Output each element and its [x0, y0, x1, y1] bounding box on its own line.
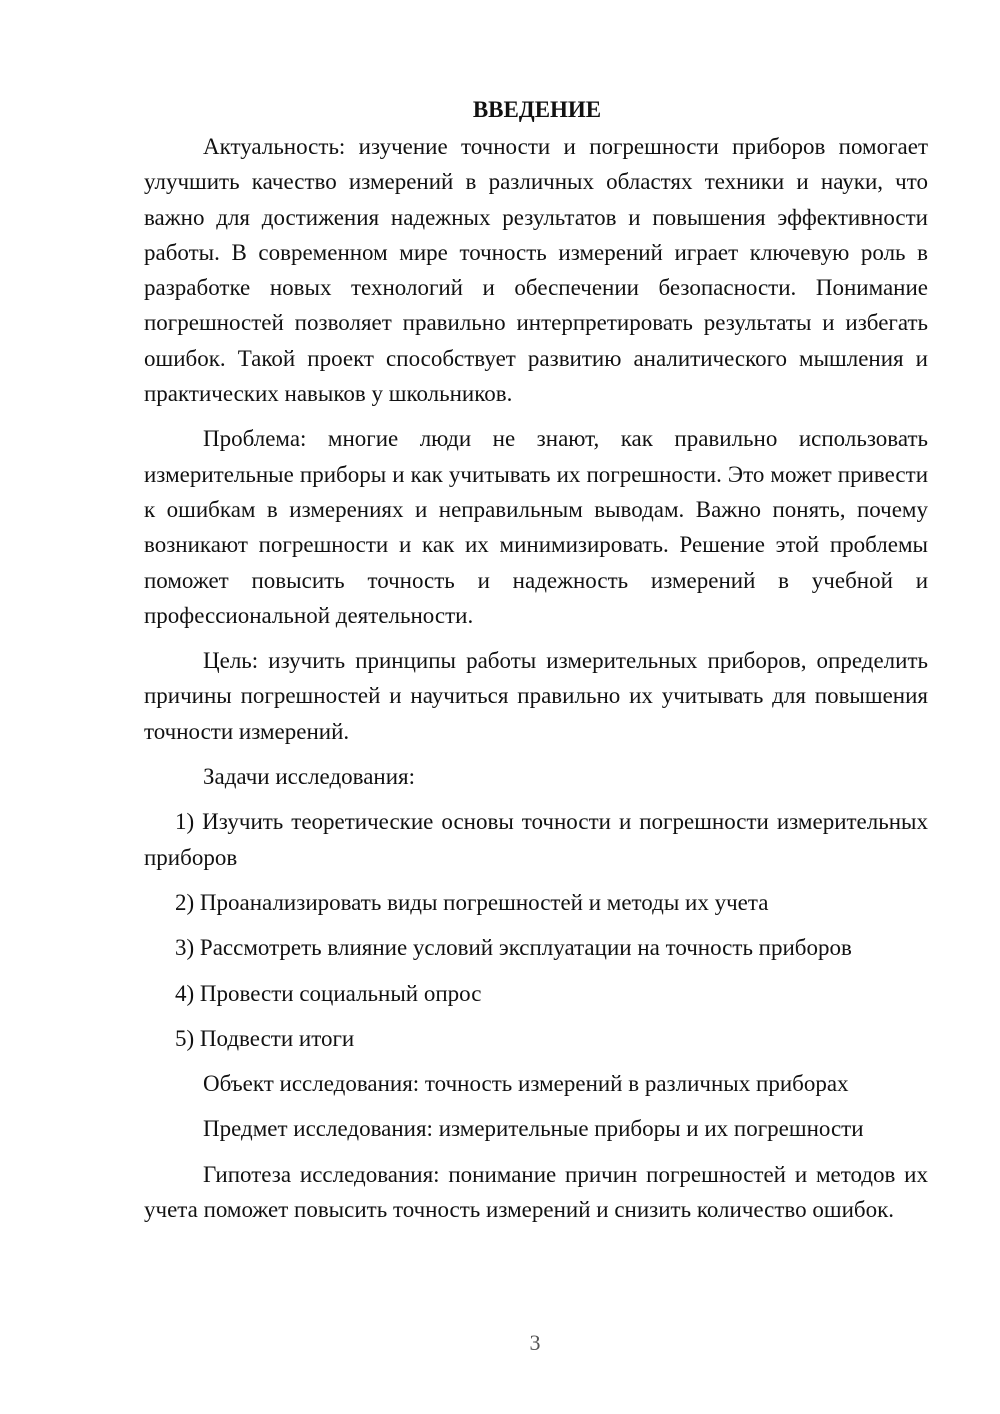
tasks-heading: Задачи исследования:	[203, 764, 416, 790]
list-item: 3) Рассмотреть влияние условий эксплуатации на точность приборов	[175, 935, 852, 961]
page-number: 3	[529, 1330, 541, 1355]
page-body	[144, 92, 928, 1227]
paragraph-hypothesis: Гипотеза исследования: понимание причин погрешностей и методов их учета поможет повысить точность измерений и снизить количество ошибок.	[144, 1161, 928, 1223]
paragraph-relevance: Актуальность: изучение точности и погрешности приборов помогает улучшить качество измерений в различных областях техники и науки, что важно для достижения надежных результатов и повышения эффективности работы. В современном мире точность измерений играет ключевую роль в разработке новых технологий и обеспечении безопасности. Понимание погрешностей позволяет правильно интерпретировать результаты и избегать ошибок. Такой проект способствует развитию аналитического мышления и практических навыков у школьников.	[144, 134, 928, 407]
list-item: 4) Провести социальный опрос	[175, 980, 482, 1006]
page-title: ВВЕДЕНИЕ	[472, 97, 602, 122]
paragraph-subject: Предмет исследования: измерительные приборы и их погрешности	[203, 1116, 864, 1142]
paragraph-goal: Цель: изучить принципы работы измерительных приборов, определить причины погрешностей и научиться правильно их учитывать для повышения точности измерений.	[144, 648, 928, 744]
list-item: 1) Изучить теоретические основы точности и погрешности измерительных приборов	[144, 809, 928, 870]
list-item: 5) Подвести итоги	[175, 1025, 355, 1051]
tasks-list	[144, 804, 928, 1056]
list-item: 2) Проанализировать виды погрешностей и методы их учета	[175, 889, 769, 915]
paragraph-problem: Проблема: многие люди не знают, как правильно использовать измерительные приборы и как учитывать их погрешности. Это может привести к ошибкам в измерениях и неправильным выводам. Важно понять, почему возникают погрешности и как их минимизировать. Решение этой проблемы поможет повысить точность и надежность измерений в учебной и профессиональной деятельности.	[144, 426, 928, 628]
paragraph-object: Объект исследования: точность измерений в различных приборах	[203, 1071, 849, 1097]
